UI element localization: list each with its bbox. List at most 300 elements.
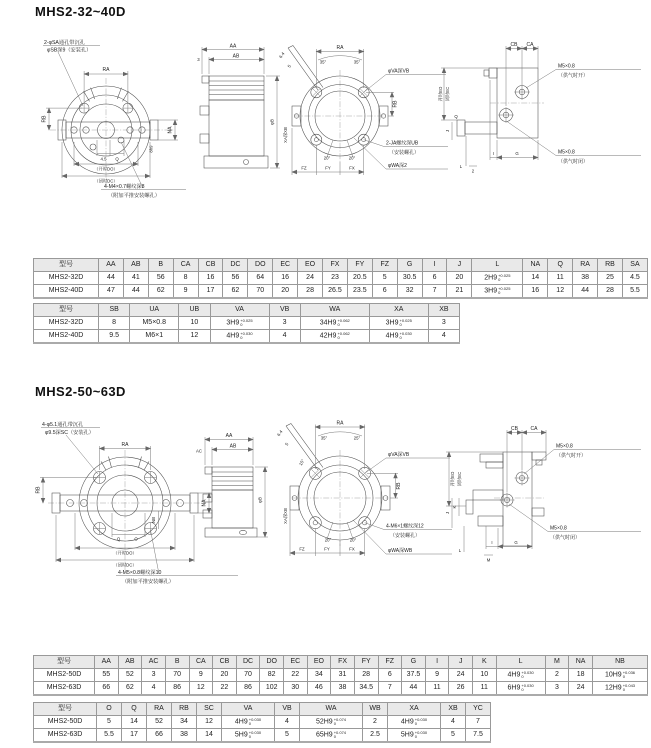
column-header: B — [165, 656, 189, 669]
angle-35-left: 35° — [320, 435, 328, 441]
note-va-vb: φVA深VB — [388, 68, 410, 75]
value-cell: 3 — [545, 682, 569, 696]
port-close-label: （供气时闭） — [550, 535, 581, 541]
value-cell: 11 — [473, 682, 497, 696]
value-cell: 44 — [99, 272, 124, 285]
value-cell: 4 — [441, 716, 466, 729]
dim-5: 5 — [286, 63, 293, 69]
value-cell: 5 — [275, 729, 300, 743]
value-cell: 2.5 — [363, 729, 388, 743]
column-header: YC — [466, 703, 491, 716]
value-cell: 38 — [573, 272, 598, 285]
port-close-thread: M5×0.8 — [558, 149, 575, 156]
value-cell: 55 — [95, 669, 119, 682]
value-cell: 5.5 — [622, 285, 647, 299]
column-header: FX — [323, 259, 348, 272]
column-header: AC — [142, 656, 166, 669]
value-cell: 34 — [307, 669, 331, 682]
column-header: K — [473, 656, 497, 669]
value-cell: 31 — [331, 669, 355, 682]
value-cell: 32 — [397, 285, 422, 299]
column-header: DO — [260, 656, 284, 669]
column-header: XA — [388, 703, 441, 716]
column-header: WA — [300, 703, 363, 716]
value-cell: 4 — [142, 682, 166, 696]
value-cell: 30 — [284, 682, 308, 696]
model-cell: MHS2-63D — [34, 682, 95, 696]
value-cell: 7 — [466, 716, 491, 729]
value-cell: 17 — [198, 285, 223, 299]
column-header: L — [496, 656, 545, 669]
value-cell: 70 — [248, 285, 273, 299]
port-open-thread: M5×0.8 — [558, 63, 575, 70]
dim-q: Q — [454, 114, 458, 119]
value-cell: 52 — [147, 716, 172, 729]
value-cell: 24 — [449, 669, 473, 682]
value-cell: 6 — [422, 272, 447, 285]
header-row — [34, 259, 648, 272]
value-cell: 10 — [179, 317, 210, 330]
dim-ra: RA — [121, 442, 129, 448]
dim-g: G — [515, 151, 519, 156]
column-header: J — [449, 656, 473, 669]
dim-na: NA — [201, 499, 208, 507]
dim-ac: AC — [196, 448, 202, 454]
value-cell: 4H9 +0.030 0 — [496, 669, 545, 682]
value-cell: 24 — [298, 272, 323, 285]
side-view-50-63 — [196, 433, 268, 537]
model-cell: MHS2-32D — [34, 272, 99, 285]
note-wa: φWA深2 — [388, 163, 407, 169]
dim-fy: FY — [324, 546, 330, 552]
dim-ab: AB — [229, 443, 237, 450]
column-header: DC — [236, 656, 260, 669]
column-header: AA — [99, 259, 124, 272]
value-cell: M6×1 — [130, 330, 179, 344]
value-cell: 20.5 — [347, 272, 372, 285]
value-cell: 62 — [118, 682, 142, 696]
value-cell: 20 — [213, 669, 237, 682]
mount-hole-note-line2: φSB深9（安装孔） — [47, 47, 92, 54]
dim-ra: RA — [336, 420, 344, 427]
value-cell: 56 — [148, 272, 173, 285]
column-header: AB — [123, 259, 148, 272]
model-cell: MHS2-63D — [34, 729, 97, 743]
column-header: O — [97, 703, 122, 716]
value-cell: 6 — [372, 285, 397, 299]
dim-fz: FZ — [299, 546, 305, 552]
dim-fx: FX — [349, 546, 355, 552]
value-cell: 3 — [269, 317, 300, 330]
column-header: RA — [147, 703, 172, 716]
dim-fy: FY — [325, 165, 331, 171]
value-cell: M5×0.8 — [130, 317, 179, 330]
note-m6-line1: 4-M6×1螺纹深12 — [386, 523, 424, 530]
dim-closed-ec: 闭时EC — [445, 86, 450, 102]
column-header: SB — [99, 304, 130, 317]
value-cell: 22 — [284, 669, 308, 682]
value-cell: 28 — [354, 669, 378, 682]
thread-note-line1: 4-M5×0.8螺纹深10 — [118, 570, 162, 576]
dim-phi-b: φB — [269, 119, 275, 125]
column-header: CB — [198, 259, 223, 272]
value-cell: 26.5 — [323, 285, 348, 299]
thread-note-line2: （附加平推安装螺孔） — [108, 193, 160, 199]
value-cell: 2 — [545, 669, 569, 682]
value-cell: 24 — [569, 682, 593, 696]
front-view-32-40 — [42, 38, 187, 199]
value-cell: 42H9 +0.062 0 — [300, 330, 369, 344]
section2-title: MHS2-50~63D — [35, 384, 126, 399]
table-row — [34, 317, 460, 330]
dim-open-do: （开时DO） — [113, 550, 137, 556]
note-va-vb: φVA深VB — [388, 452, 410, 458]
column-header: XB — [441, 703, 466, 716]
value-cell: 66 — [95, 682, 119, 696]
dimension-table-2 — [33, 303, 460, 344]
note-ja-line2: （安装螺孔） — [389, 150, 420, 156]
mount-hole-note-line2: φ9.5深SC（安装孔） — [45, 430, 94, 436]
column-header: XB — [428, 304, 459, 317]
value-cell: 34.5 — [354, 682, 378, 696]
dim-i: I — [492, 151, 495, 156]
column-header: RA — [573, 259, 598, 272]
value-cell: 16 — [273, 272, 298, 285]
dim-g: G — [514, 540, 518, 545]
value-cell: 21 — [447, 285, 472, 299]
angle-35-right: 35° — [353, 59, 361, 65]
value-cell: 4H9 +0.030 0 — [369, 330, 428, 344]
column-header: RB — [172, 703, 197, 716]
value-cell: 4 — [275, 716, 300, 729]
dim-nb: NB — [151, 517, 156, 523]
value-cell: 11 — [425, 682, 449, 696]
value-cell: 8 — [173, 272, 198, 285]
dim-closed-dc: （闭时DC） — [113, 562, 137, 568]
dim-ca: CA — [526, 42, 534, 48]
dim-j: J — [445, 129, 450, 133]
model-cell: MHS2-50D — [34, 669, 95, 682]
value-cell: 22 — [213, 682, 237, 696]
value-cell: 4 — [269, 330, 300, 344]
column-header: FX — [331, 656, 355, 669]
value-cell: 9 — [425, 669, 449, 682]
dim-2: 2 — [471, 168, 475, 174]
value-cell: 4H9 +0.030 0 — [388, 716, 441, 729]
dim-ra: RA — [102, 67, 110, 73]
side-section-view-32-40 — [437, 42, 641, 174]
dim-6-4: 6.4 — [278, 51, 286, 60]
value-cell: 70 — [165, 669, 189, 682]
value-cell: 30.5 — [397, 272, 422, 285]
value-cell: 2 — [363, 716, 388, 729]
thread-note-line1: 4-M4×0.7螺纹深8 — [104, 184, 145, 190]
column-header: UB — [179, 304, 210, 317]
dim-rb: RB — [396, 482, 402, 490]
value-cell: 5H9 +0.030 0 — [388, 729, 441, 743]
mount-hole-note-line1: 2-φSA通孔带沉孔 — [44, 40, 85, 46]
value-cell: 44 — [123, 285, 148, 299]
value-cell: 26 — [449, 682, 473, 696]
value-cell: 9.5 — [99, 330, 130, 344]
value-cell: 4H9 +0.030 0 — [222, 716, 275, 729]
note-m6-line2: （安装螺孔） — [390, 533, 421, 539]
value-cell: 65H9 +0.074 0 — [300, 729, 363, 743]
header-row — [34, 703, 491, 716]
mounting-face-view-32-40 — [278, 45, 448, 175]
column-header: FZ — [372, 259, 397, 272]
dim-ra: RA — [336, 45, 344, 51]
column-header: CA — [173, 259, 198, 272]
header-row — [34, 304, 460, 317]
dim-fx: FX — [349, 165, 355, 171]
column-header: I — [425, 656, 449, 669]
column-header: XA — [369, 304, 428, 317]
dim-open-eo: 开时EO — [450, 471, 455, 487]
angle-20-left: 20° — [323, 155, 331, 161]
value-cell: 12 — [189, 682, 213, 696]
dim-fz: FZ — [301, 165, 307, 171]
note-ja-line1: 2-JA螺纹深UB — [386, 140, 419, 147]
dim-k: K — [452, 505, 457, 509]
thread-note-line2: （附加平推安装螺孔） — [122, 579, 174, 585]
column-header: VA — [222, 703, 275, 716]
column-header: CB — [213, 656, 237, 669]
value-cell: 12 — [548, 285, 573, 299]
value-cell: 16 — [198, 272, 223, 285]
angle-20-right: 20° — [348, 155, 356, 161]
value-cell: 52H9 +0.074 0 — [300, 716, 363, 729]
dim-open-eo: 开时EO — [438, 86, 443, 102]
column-header: WB — [363, 703, 388, 716]
dim-5: 5 — [284, 441, 290, 447]
value-cell: 38 — [331, 682, 355, 696]
dim-q: Q — [115, 156, 119, 162]
dim-rb: RB — [35, 486, 42, 494]
column-header: J — [447, 259, 472, 272]
column-header: EO — [298, 259, 323, 272]
column-header: 型号 — [34, 304, 99, 317]
value-cell: 4 — [428, 330, 459, 344]
value-cell: 5 — [97, 716, 122, 729]
value-cell: 8 — [99, 317, 130, 330]
dim-l: L — [459, 164, 463, 169]
value-cell: 34 — [172, 716, 197, 729]
value-cell: 3H9 +0.025 0 — [369, 317, 428, 330]
value-cell: 86 — [236, 682, 260, 696]
dim-shaft-tol: 8h9 — [148, 145, 154, 153]
port-close-label: （供气时闭） — [558, 159, 589, 165]
port-close-thread: M5×0.8 — [550, 525, 567, 532]
dim-xa-xb: XA深XB — [283, 508, 288, 524]
value-cell: 5 — [372, 272, 397, 285]
value-cell: 82 — [260, 669, 284, 682]
value-cell: 4H9 +0.030 0 — [210, 330, 269, 344]
value-cell: 28 — [298, 285, 323, 299]
dim-cb: CB — [510, 42, 518, 48]
value-cell: 12 — [179, 330, 210, 344]
dim-ab: AB — [232, 53, 240, 60]
dim-i: I — [491, 540, 493, 545]
column-header: RB — [598, 259, 623, 272]
column-header: VB — [275, 703, 300, 716]
value-cell: 52 — [118, 669, 142, 682]
value-cell: 11 — [548, 272, 573, 285]
dim-m: M — [486, 557, 491, 563]
column-header: VA — [210, 304, 269, 317]
column-header: EC — [284, 656, 308, 669]
value-cell: 44 — [402, 682, 426, 696]
dim-6-4: 6.4 — [276, 429, 284, 438]
angle-20-left: 20° — [324, 537, 332, 543]
column-header: VB — [269, 304, 300, 317]
value-cell: 25 — [598, 272, 623, 285]
dim-aa: AA — [225, 433, 233, 439]
value-cell: 7 — [378, 682, 402, 696]
dim-3: 3 — [197, 57, 200, 62]
drawing-mhs2-32-40 — [0, 36, 651, 258]
port-open-label: （供气时开） — [556, 453, 587, 459]
dim-closed-dc: （闭时DC） — [94, 178, 118, 184]
note-wa-wb: φWA深WB — [388, 548, 413, 554]
drawing-mhs2-50-63 — [0, 410, 651, 652]
column-header: DC — [223, 259, 248, 272]
angle-25-right: 25° — [353, 435, 361, 441]
value-cell: 18 — [569, 669, 593, 682]
value-cell: 3H9 +0.025 0 — [210, 317, 269, 330]
value-cell: 2H9 +0.025 0 — [472, 272, 523, 285]
column-header: SC — [197, 703, 222, 716]
value-cell: 14 — [122, 716, 147, 729]
mount-hole-note-line1: 4-φ5.1通孔带沉孔 — [42, 422, 84, 428]
model-cell: MHS2-40D — [34, 285, 99, 299]
value-cell: 3 — [428, 317, 459, 330]
column-header: G — [402, 656, 426, 669]
side-section-view-50-63 — [445, 426, 641, 563]
value-cell: 10H9 +0.036 0 — [593, 669, 648, 682]
column-header: AB — [118, 656, 142, 669]
value-cell: 9 — [189, 669, 213, 682]
side-view-32-40 — [197, 44, 280, 169]
column-header: G — [397, 259, 422, 272]
value-cell: 20 — [447, 272, 472, 285]
column-header: FY — [347, 259, 372, 272]
column-header: NB — [593, 656, 648, 669]
value-cell: 14 — [523, 272, 548, 285]
value-cell: 56 — [223, 272, 248, 285]
port-open-thread: M5×0.8 — [556, 443, 573, 450]
value-cell: 102 — [260, 682, 284, 696]
mounting-face-view-50-63 — [276, 421, 452, 557]
value-cell: 3H9 +0.025 0 — [472, 285, 523, 299]
column-header: EO — [307, 656, 331, 669]
dim-na: NA — [167, 126, 174, 134]
angle-15: 15° — [297, 458, 306, 467]
value-cell: 12H9 +0.043 0 — [593, 682, 648, 696]
dim-aa: AA — [229, 43, 237, 50]
value-cell: 23 — [323, 272, 348, 285]
value-cell: 20 — [273, 285, 298, 299]
value-cell: 37.5 — [402, 669, 426, 682]
column-header: L — [472, 259, 523, 272]
value-cell: 6H9 +0.030 0 — [496, 682, 545, 696]
dim-cb: CB — [511, 426, 518, 432]
model-cell: MHS2-50D — [34, 716, 97, 729]
column-header: I — [422, 259, 447, 272]
port-open-label: （供气时开） — [558, 73, 589, 79]
value-cell: 16 — [523, 285, 548, 299]
dim-j: J — [445, 511, 450, 515]
column-header: AA — [95, 656, 119, 669]
dimension-table-1 — [33, 258, 648, 299]
column-header: EC — [273, 259, 298, 272]
value-cell: 7.5 — [466, 729, 491, 743]
column-header: Q — [122, 703, 147, 716]
dim-xa-xb: XA深XB — [283, 127, 288, 143]
dimension-table-4 — [33, 702, 491, 743]
value-cell: 10 — [473, 669, 497, 682]
column-header: WA — [300, 304, 369, 317]
column-header: FY — [354, 656, 378, 669]
table-row — [34, 716, 491, 729]
column-header: B — [148, 259, 173, 272]
value-cell: 28 — [598, 285, 623, 299]
table-row — [34, 682, 648, 696]
column-header: 型号 — [34, 259, 99, 272]
column-header: NA — [569, 656, 593, 669]
model-cell: MHS2-32D — [34, 317, 99, 330]
dim-l: L — [458, 548, 462, 553]
value-cell: 62 — [223, 285, 248, 299]
value-cell: 7 — [422, 285, 447, 299]
value-cell: 23.5 — [347, 285, 372, 299]
dim-open-do: （开时DO） — [94, 166, 118, 172]
column-header: Q — [548, 259, 573, 272]
dim-ca: CA — [530, 426, 538, 432]
dim-closed-ec: 闭时EC — [457, 471, 462, 487]
value-cell: 62 — [148, 285, 173, 299]
value-cell: 5 — [441, 729, 466, 743]
column-header: M — [545, 656, 569, 669]
value-cell: 44 — [573, 285, 598, 299]
value-cell: 5H9 +0.030 0 — [222, 729, 275, 743]
column-header: 型号 — [34, 703, 97, 716]
front-view-50-63 — [36, 420, 239, 585]
table-row — [34, 330, 460, 344]
column-header: FZ — [378, 656, 402, 669]
section1-title: MHS2-32~40D — [35, 4, 126, 19]
value-cell: 5.5 — [97, 729, 122, 743]
value-cell: 86 — [165, 682, 189, 696]
value-cell: 64 — [248, 272, 273, 285]
table-row — [34, 272, 648, 285]
dim-rb: RB — [392, 100, 399, 108]
value-cell: 17 — [122, 729, 147, 743]
dimension-table-3 — [33, 655, 648, 696]
value-cell: 47 — [99, 285, 124, 299]
column-header: NA — [523, 259, 548, 272]
angle-35-left: 35° — [319, 59, 327, 65]
value-cell: 66 — [147, 729, 172, 743]
value-cell: 6 — [378, 669, 402, 682]
value-cell: 70 — [236, 669, 260, 682]
value-cell: 12 — [197, 716, 222, 729]
column-header: 型号 — [34, 656, 95, 669]
model-cell: MHS2-40D — [34, 330, 99, 344]
angle-20-right: 20° — [349, 537, 357, 543]
column-header: CA — [189, 656, 213, 669]
dim-o: O — [134, 536, 138, 542]
